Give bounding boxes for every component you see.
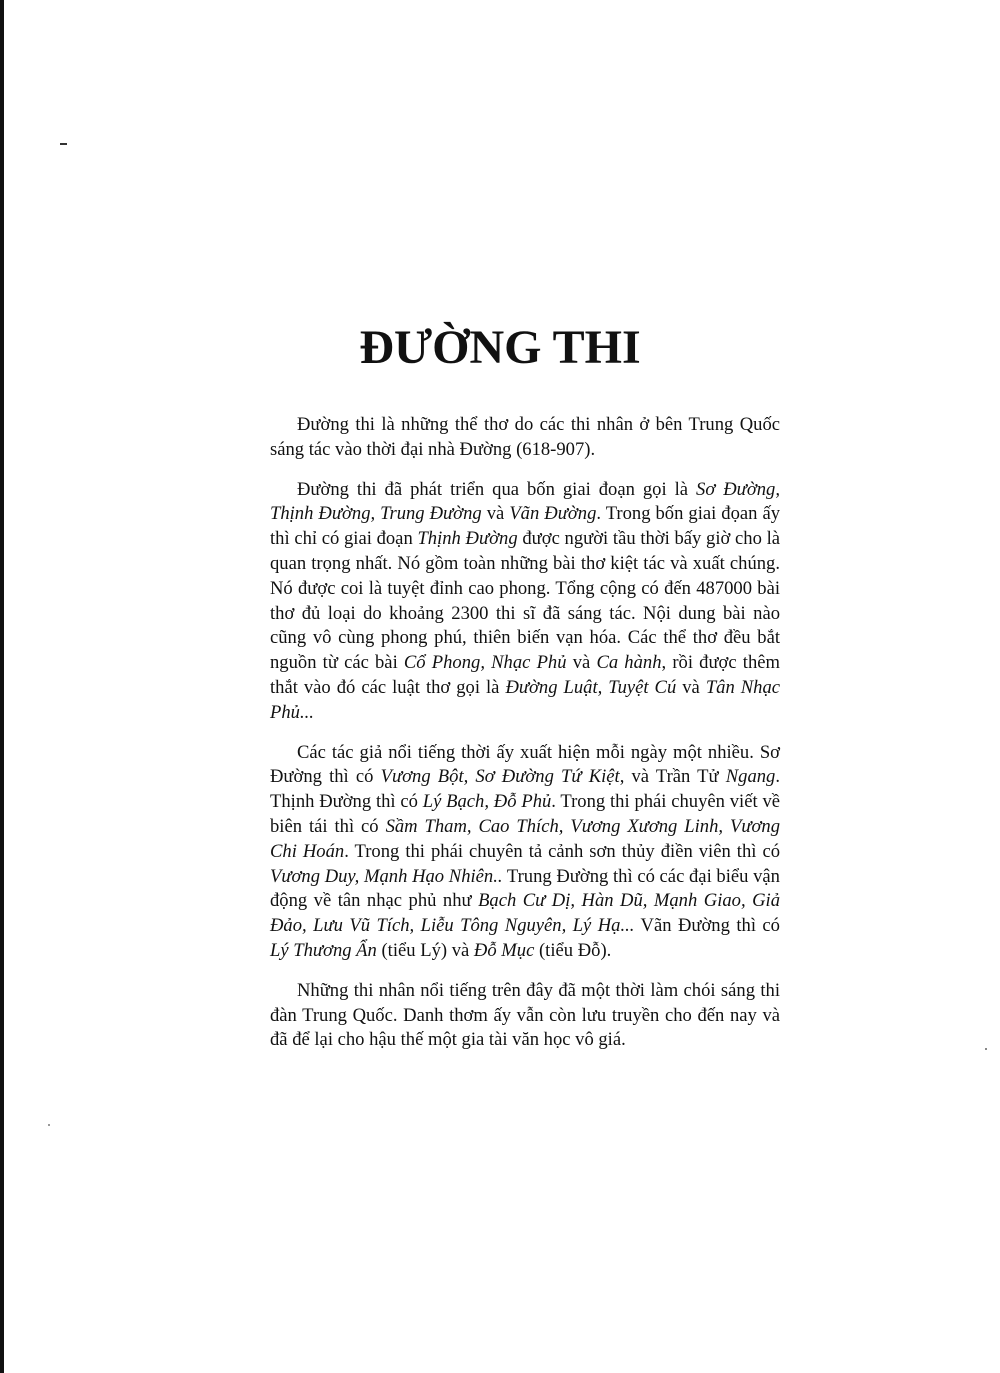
text-run: và — [676, 676, 706, 698]
text-run: Trung Đường thì có các đại biểu vận động về tân nhạc phủ như — [270, 865, 780, 912]
text-run: Đường thi là những thể thơ do các thi nhân ở bên Trung Quốc sáng tác vào thời đại nhà Đường (618-907). — [270, 414, 780, 460]
scan-speck — [985, 1048, 987, 1050]
italic-text-run: Thịnh Đường — [417, 528, 518, 550]
text-run: được người tầu thời bấy giờ cho là quan trọng nhất. Nó gồm toàn những bài thơ kiệt tác và xuất chúng. Nó được coi là tuyệt đỉnh cao phong. Tổng cộng có đến 487000 bài thơ đủ loại do khoảng 2300 thi sĩ đã sáng tác. Nội dung bài nào cũng vô cùng phong phú, thiên biến vạn hóa. Các thể thơ đều bắt nguồn từ các bài — [270, 528, 781, 674]
italic-text-run: Ngang — [725, 766, 776, 788]
italic-text-run: Vương Bột, Sơ Đường Tứ Kiệt — [380, 766, 620, 788]
body-text — [270, 413, 780, 1068]
italic-text-run: Sơ Đường, Thịnh Đường, Trung Đường — [270, 478, 780, 525]
italic-text-run: Cổ Phong, Nhạc Phủ — [403, 652, 567, 674]
scan-left-edge — [0, 0, 4, 1373]
text-run: (tiểu Lý) và — [376, 939, 474, 961]
italic-text-run: Vương Duy, Mạnh Hạo Nhiên.. — [270, 865, 503, 887]
paragraph — [270, 413, 780, 463]
paragraph — [270, 979, 780, 1053]
italic-text-run: Đỗ Mục — [473, 939, 535, 961]
scan-speck — [60, 143, 67, 145]
text-run: và — [566, 652, 597, 674]
italic-text-run: Vãn Đường — [509, 503, 597, 525]
text-run: và — [481, 503, 510, 525]
page-title: ĐƯỜNG THI — [359, 321, 641, 374]
italic-text-run: Đường Luật, Tuyệt Cú — [505, 676, 677, 698]
italic-text-run: Ca hành — [596, 652, 662, 674]
text-run: Các tác giả nổi tiếng thời ấy xuất hiện mỗi ngày một nhiều. Sơ Đường thì có — [270, 741, 780, 788]
text-run: Vãn Đường thì có — [634, 915, 780, 937]
text-run: . Thịnh Đường thì có — [270, 766, 780, 813]
paragraph — [270, 741, 780, 964]
text-run: . Trong bốn giai đọan ấy thì chỉ có giai đoạn — [270, 503, 781, 550]
text-run: . Trong thi phái chuyên viết về biên tái thì có — [270, 791, 780, 837]
scan-speck — [48, 1124, 50, 1126]
text-run: . Trong thi phái chuyên tả cảnh sơn thủy điền viên thì có — [344, 840, 780, 862]
text-run: , rồi được thêm thắt vào đó các luật thơ gọi là — [270, 652, 780, 698]
text-run: , và Trần Tử — [619, 766, 726, 788]
italic-text-run: Bạch Cư Dị, Hàn Dũ, Mạnh Giao, Giả Đảo, Lưu Vũ Tích, Liễu Tông Nguyên, Lý Hạ... — [270, 890, 780, 937]
text-run: Những thi nhân nổi tiếng trên đây đã một thời làm chói sáng thi đàn Trung Quốc. Danh thơm ấy vẫn còn lưu truyền cho đến nay và đã để lại cho hậu thế một gia tài văn học vô giá. — [270, 979, 780, 1051]
italic-text-run: Lý Thương Ẩn — [270, 939, 377, 961]
italic-text-run: Lý Bạch, Đỗ Phủ — [422, 791, 552, 813]
italic-text-run: Tân Nhạc Phủ... — [270, 676, 781, 723]
text-run: (tiểu Đỗ). — [534, 939, 612, 961]
paragraph — [270, 478, 780, 726]
text-run: Đường thi đã phát triển qua bốn giai đoạn gọi là — [297, 478, 697, 500]
italic-text-run: Sầm Tham, Cao Thích, Vương Xương Linh, Vương Chi Hoán — [270, 815, 780, 862]
